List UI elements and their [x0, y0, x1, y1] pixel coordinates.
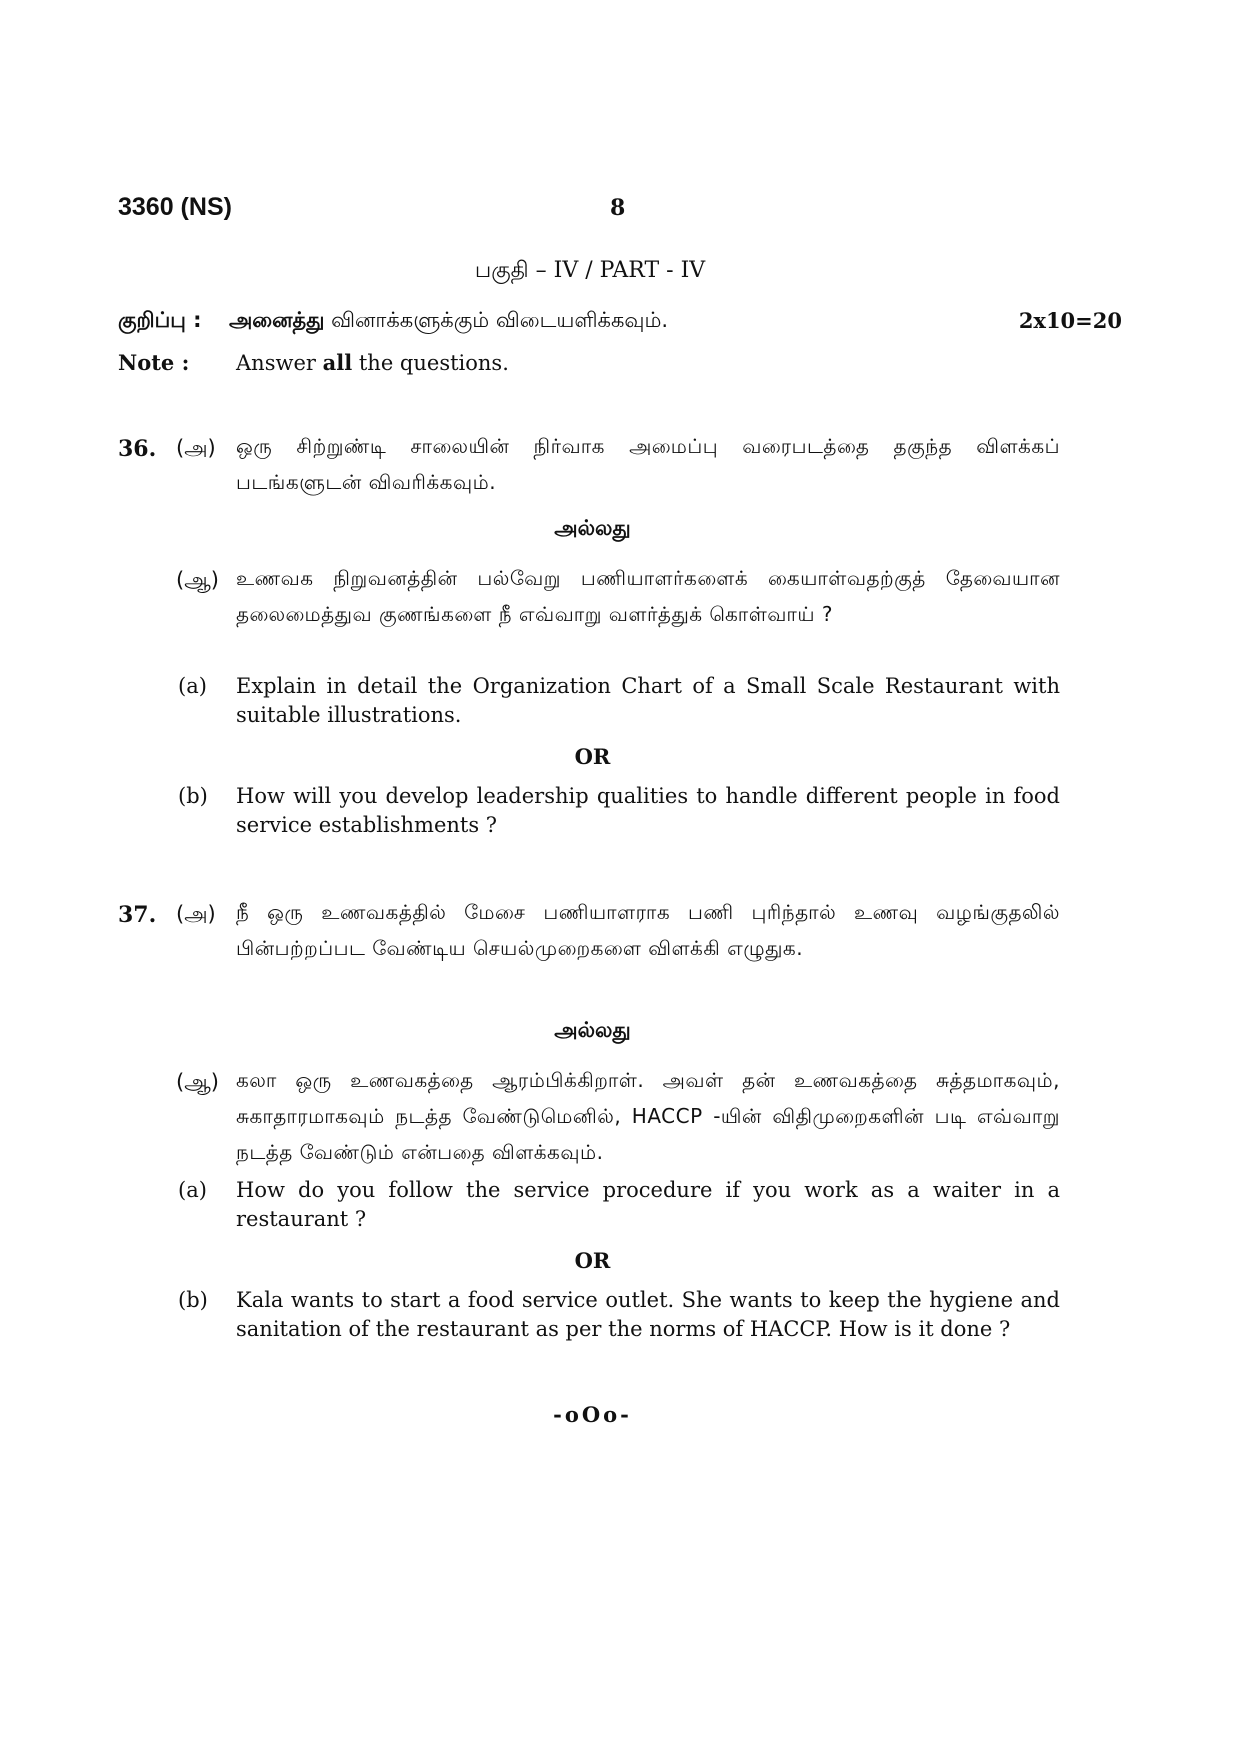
question-36-en-a-label: (a)	[178, 674, 207, 698]
note-tamil-text: வினாக்களுக்கும் விடையளிக்கவும்.	[331, 308, 669, 332]
question-36-ta-b-label: (ஆ)	[176, 568, 219, 592]
question-number: 36.	[118, 436, 157, 462]
question-36-en-b-text: How will you develop leadership qualities to handle different people in food service establishments ?	[236, 784, 1060, 837]
question-37-en-b-text: Kala wants to start a food service outlet. She wants to keep the hygiene and sanitation of the restaurant as per the norms of HACCP. How is it done ?	[236, 1288, 1060, 1341]
question-37-en-or: OR	[574, 1248, 611, 1273]
question-37-en-a-label: (a)	[178, 1178, 207, 1202]
note-english	[236, 350, 509, 375]
question-37-ta-a-text: நீ ஒரு உணவகத்தில் மேசை பணியாளராக பணி புரிந்தால் உணவு வழங்குதலில் பின்பற்றப்பட வேண்டிய செயல்முறைகளை விளக்கி எழுதுக.	[236, 900, 1060, 960]
part-title: பகுதி – IV / PART - IV	[474, 258, 706, 283]
note-tamil-emphasis: அனைத்து	[228, 308, 325, 332]
page-number: 8	[610, 195, 626, 221]
question-37-en-b-label: (b)	[178, 1288, 208, 1312]
question-37-en-a-text: How do you follow the service procedure if you work as a waiter in a restaurant ?	[236, 1178, 1060, 1231]
question-number: 37.	[118, 902, 157, 928]
question-36-ta-or: அல்லது	[554, 516, 631, 540]
note-english-post: the questions.	[358, 351, 509, 375]
question-36-ta-b-text: உணவக நிறுவனத்தின் பல்வேறு பணியாளர்களைக் கையாள்வதற்குத் தேவையான தலைமைத்துவ குணங்களை நீ எவ்வாறு வளர்த்துக் கொள்வாய் ?	[236, 566, 1060, 626]
question-36-en-b-label: (b)	[178, 784, 208, 808]
question-36-ta-a-text: ஒரு சிற்றுண்டி சாலையின் நிர்வாக அமைப்பு வரைபடத்தை தகுந்த விளக்கப் படங்களுடன் விவரிக்கவும்.	[236, 434, 1060, 494]
question-36-ta-a-label: (அ)	[176, 436, 216, 460]
marks-allocation: 2x10=20	[1018, 308, 1122, 333]
note-english-pre: Answer	[236, 351, 316, 375]
note-english-label: Note :	[118, 350, 190, 375]
question-37-ta-a-label: (அ)	[176, 902, 216, 926]
question-36-en-a-text: Explain in detail the Organization Chart of a Small Scale Restaurant with suitable illustrations.	[236, 674, 1060, 727]
note-tamil-label: குறிப்பு :	[118, 308, 202, 332]
question-37-ta-b-label: (ஆ)	[176, 1070, 219, 1094]
end-mark: -oOo-	[553, 1402, 632, 1427]
note-english-emphasis: all	[322, 350, 353, 375]
question-37-ta-or: அல்லது	[554, 1018, 631, 1042]
question-36-en-or: OR	[574, 744, 611, 769]
paper-code: 3360 (NS)	[118, 193, 232, 221]
note-tamil	[118, 308, 668, 335]
question-37-ta-b-text: கலா ஒரு உணவகத்தை ஆரம்பிக்கிறாள். அவள் தன் உணவகத்தை சுத்தமாகவும், சுகாதாரமாகவும் நடத்த வேண்டுமெனில், HACCP -யின் விதிமுறைகளின் படி எவ்வாறு நடத்த வேண்டும் என்பதை விளக்கவும்.	[236, 1068, 1060, 1164]
